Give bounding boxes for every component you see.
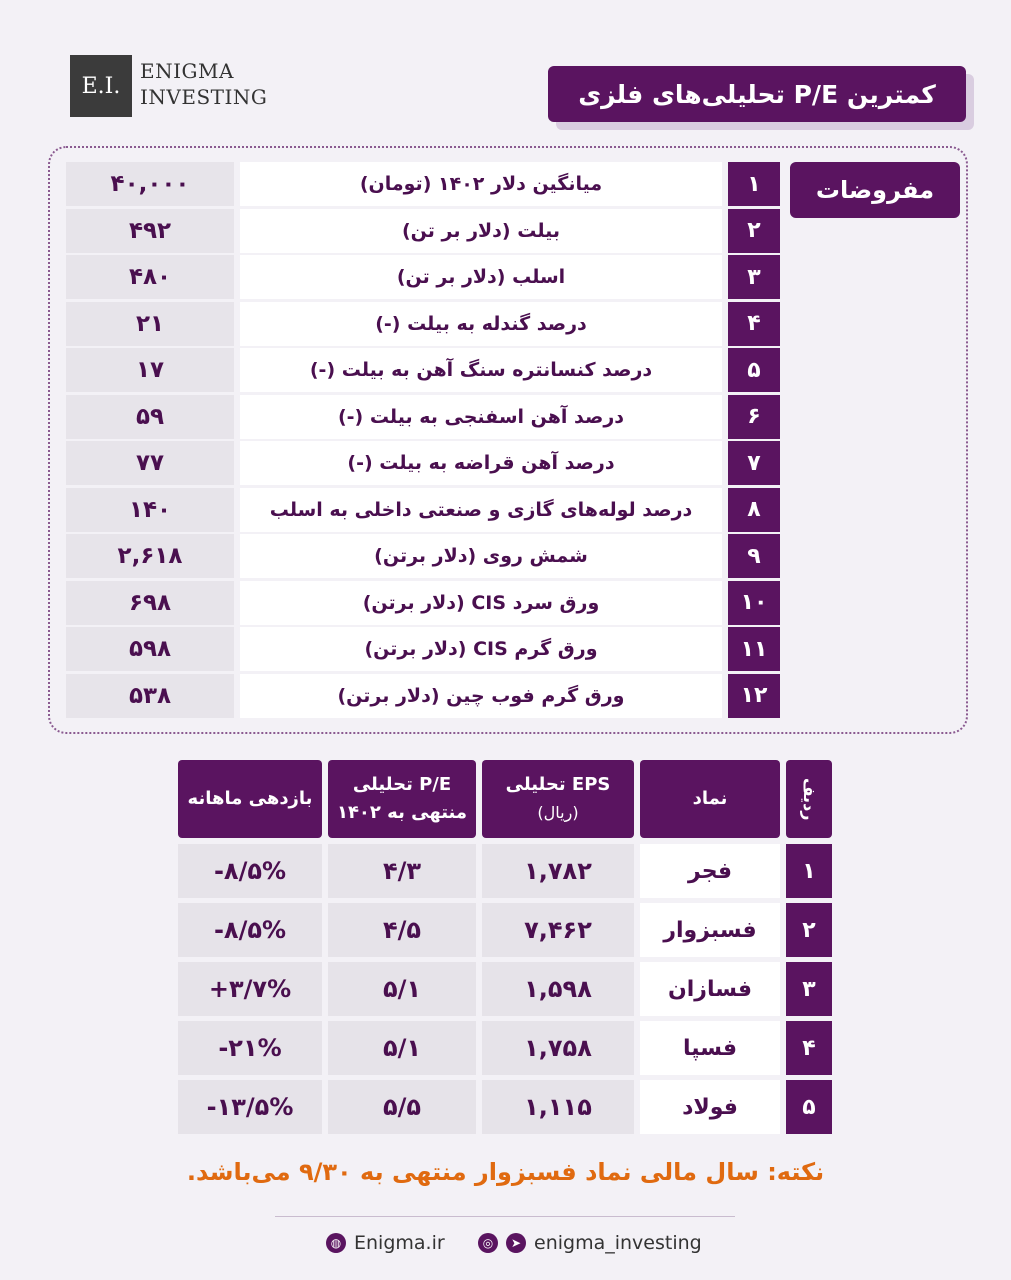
globe-icon: ◍ xyxy=(326,1233,346,1253)
assumption-value: ۴۰,۰۰۰ xyxy=(66,162,234,206)
page-title: کمترین P/E تحلیلی‌های فلزی xyxy=(548,66,966,122)
assumption-label: شمش روی (دلار برتن) xyxy=(240,534,722,578)
monthly-return-cell: +۳/۷% xyxy=(178,962,322,1016)
monthly-return-cell: -۸/۵% xyxy=(178,903,322,957)
assumption-number: ۱۰ xyxy=(728,581,780,625)
assumption-row xyxy=(66,674,780,718)
header-eps xyxy=(482,760,634,838)
header-radif-text: ردیف xyxy=(800,777,819,821)
brand-name-line1: ENIGMA xyxy=(140,59,234,83)
assumption-number: ۳ xyxy=(728,255,780,299)
assumption-row xyxy=(66,627,780,671)
assumptions-label: مفروضات xyxy=(790,162,960,218)
table-row xyxy=(178,1021,834,1075)
assumption-row xyxy=(66,488,780,532)
assumption-number: ۶ xyxy=(728,395,780,439)
assumption-row xyxy=(66,255,780,299)
pe-cell: ۴/۵ xyxy=(328,903,476,957)
table-row xyxy=(178,1080,834,1134)
assumption-row xyxy=(66,581,780,625)
symbol-cell: فسبزوار xyxy=(640,903,780,957)
assumption-label: میانگین دلار ۱۴۰۲ (تومان) xyxy=(240,162,722,206)
telegram-icon: ➤ xyxy=(506,1233,526,1253)
assumption-value: ۷۷ xyxy=(66,441,234,485)
assumption-value: ۶۹۸ xyxy=(66,581,234,625)
social-handle-text[interactable]: enigma_investing xyxy=(534,1232,702,1254)
symbol-cell: فولاد xyxy=(640,1080,780,1134)
header-pe-line2: منتهی به ۱۴۰۲ xyxy=(336,802,468,823)
brand-name-line2: INVESTING xyxy=(140,85,268,109)
header-monthly-return xyxy=(178,760,322,838)
assumption-label: درصد آهن اسفنجی به بیلت (-) xyxy=(240,395,722,439)
assumption-row xyxy=(66,302,780,346)
monthly-return-cell: -۲۱% xyxy=(178,1021,322,1075)
pe-cell: ۵/۱ xyxy=(328,962,476,1016)
assumption-number: ۱ xyxy=(728,162,780,206)
eps-cell: ۱,۵۹۸ xyxy=(482,962,634,1016)
website-text[interactable]: Enigma.ir xyxy=(354,1232,445,1254)
eps-cell: ۱,۱۱۵ xyxy=(482,1080,634,1134)
table-row xyxy=(178,962,834,1016)
assumption-number: ۴ xyxy=(728,302,780,346)
header-eps-line2: (ریال) xyxy=(537,803,579,822)
assumption-row xyxy=(66,395,780,439)
row-number-cell: ۱ xyxy=(786,844,832,898)
logo-mark: E.I. xyxy=(70,55,132,117)
assumption-row xyxy=(66,441,780,485)
row-number-cell: ۳ xyxy=(786,962,832,1016)
assumption-value: ۴۸۰ xyxy=(66,255,234,299)
assumption-label: درصد آهن قراضه به بیلت (-) xyxy=(240,441,722,485)
assumption-value: ۵۹۸ xyxy=(66,627,234,671)
header-pe xyxy=(328,760,476,838)
footnote: نکته: سال مالی نماد فسبزوار منتهی به ۹/۳۰ می‌باشد. xyxy=(186,1158,825,1186)
footer-website[interactable] xyxy=(326,1232,445,1254)
assumption-value: ۵۹ xyxy=(66,395,234,439)
assumption-row xyxy=(66,534,780,578)
footer-divider xyxy=(275,1216,735,1217)
assumption-number: ۱۱ xyxy=(728,627,780,671)
assumption-label: ورق گرم CIS (دلار برتن) xyxy=(240,627,722,671)
assumption-value: ۲,۶۱۸ xyxy=(66,534,234,578)
pe-cell: ۵/۱ xyxy=(328,1021,476,1075)
monthly-return-cell: -۱۳/۵% xyxy=(178,1080,322,1134)
assumption-number: ۹ xyxy=(728,534,780,578)
assumption-label: درصد کنسانتره سنگ آهن به بیلت (-) xyxy=(240,348,722,392)
pe-cell: ۴/۳ xyxy=(328,844,476,898)
assumption-row xyxy=(66,162,780,206)
header-return-text: بازدهی ماهانه xyxy=(187,788,313,809)
assumption-label: ورق گرم فوب چین (دلار برتن) xyxy=(240,674,722,718)
assumption-label: ورق سرد CIS (دلار برتن) xyxy=(240,581,722,625)
symbol-cell: فسازان xyxy=(640,962,780,1016)
assumption-label: بیلت (دلار بر تن) xyxy=(240,209,722,253)
brand-name xyxy=(140,58,267,110)
assumption-number: ۸ xyxy=(728,488,780,532)
assumption-row xyxy=(66,209,780,253)
assumption-number: ۵ xyxy=(728,348,780,392)
row-number-cell: ۴ xyxy=(786,1021,832,1075)
assumption-value: ۵۳۸ xyxy=(66,674,234,718)
row-number-cell: ۲ xyxy=(786,903,832,957)
eps-cell: ۷,۴۶۲ xyxy=(482,903,634,957)
header-radif xyxy=(786,760,832,838)
assumption-label: درصد گندله به بیلت (-) xyxy=(240,302,722,346)
assumption-value: ۲۱ xyxy=(66,302,234,346)
footer-social[interactable] xyxy=(478,1232,702,1254)
assumption-label: درصد لوله‌های گازی و صنعتی داخلی به اسلب xyxy=(240,488,722,532)
assumption-value: ۱۴۰ xyxy=(66,488,234,532)
assumption-value: ۱۷ xyxy=(66,348,234,392)
symbol-cell: فسپا xyxy=(640,1021,780,1075)
table-row xyxy=(178,844,834,898)
symbol-cell: فجر xyxy=(640,844,780,898)
header-pe-line1: P/E تحلیلی xyxy=(352,774,452,795)
assumption-number: ۱۲ xyxy=(728,674,780,718)
assumption-row xyxy=(66,348,780,392)
instagram-icon: ◎ xyxy=(478,1233,498,1253)
assumption-number: ۷ xyxy=(728,441,780,485)
monthly-return-cell: -۸/۵% xyxy=(178,844,322,898)
assumption-number: ۲ xyxy=(728,209,780,253)
eps-cell: ۱,۷۵۸ xyxy=(482,1021,634,1075)
pe-cell: ۵/۵ xyxy=(328,1080,476,1134)
header-symbol xyxy=(640,760,780,838)
row-number-cell: ۵ xyxy=(786,1080,832,1134)
assumption-label: اسلب (دلار بر تن) xyxy=(240,255,722,299)
header-eps-line1: EPS تحلیلی xyxy=(505,774,611,795)
header-symbol-text: نماد xyxy=(692,788,728,809)
table-row xyxy=(178,903,834,957)
assumption-value: ۴۹۲ xyxy=(66,209,234,253)
eps-cell: ۱,۷۸۲ xyxy=(482,844,634,898)
